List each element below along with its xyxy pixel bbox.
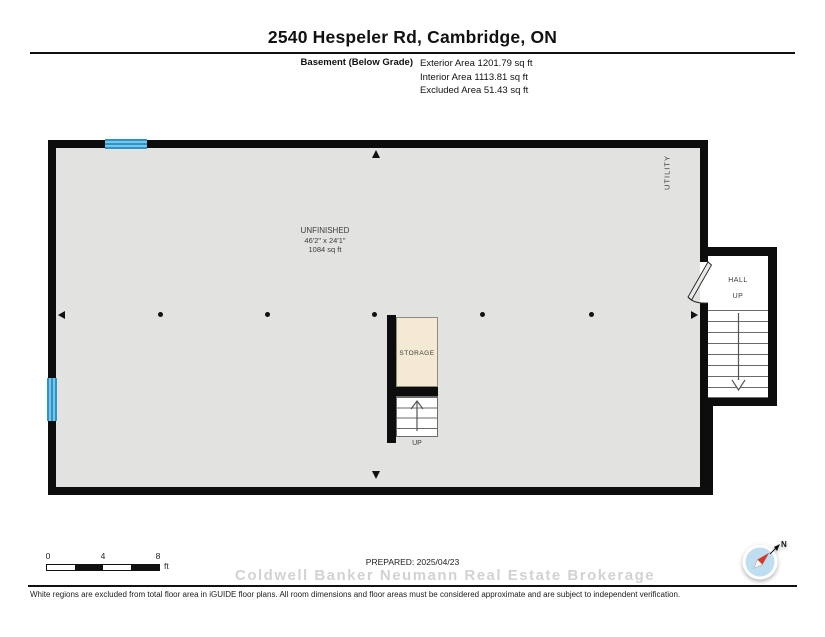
hall-wall-right	[768, 247, 777, 406]
utility-label: UTILITY	[662, 155, 672, 190]
hall-up-label: UP	[732, 293, 744, 300]
interior-area: Interior Area 1113.81 sq ft	[420, 71, 528, 83]
wall-right-lower	[700, 398, 713, 487]
hall-stairs-down-arrow-icon	[708, 310, 768, 398]
window-top-icon	[105, 139, 147, 149]
marker-arrow-top-icon	[372, 150, 380, 158]
wall-right-upper	[700, 140, 708, 262]
beam-arrow-left-icon	[58, 311, 65, 319]
hall-room	[708, 256, 768, 310]
room-dimensions: 46'2" x 24'1"	[304, 235, 346, 245]
door-swing-icon	[676, 256, 716, 308]
wall-right-mid	[700, 303, 708, 398]
hall-wall-bottom	[713, 398, 777, 406]
hall-wall-top	[700, 247, 777, 256]
support-post-dot	[480, 312, 485, 317]
prepared-date: PREPARED: 2025/04/23	[365, 557, 460, 567]
footer-divider	[28, 585, 797, 587]
footer-disclaimer: White regions are excluded from total floor area in iGUIDE floor plans. All room dimensions and floor areas must be considered approximate and are subject to independent verification.	[30, 590, 681, 599]
exterior-area: Exterior Area 1201.79 sq ft	[420, 58, 533, 69]
storage-label: STORAGE	[399, 350, 435, 357]
storage-room	[396, 317, 438, 387]
storage-wall-left	[387, 315, 396, 443]
main-room-floor	[56, 148, 700, 487]
room-name: UNFINISHED	[300, 226, 350, 235]
page-title: 2540 Hespeler Rd, Cambridge, ON	[267, 27, 558, 47]
header-divider	[30, 52, 795, 54]
wall-left	[48, 140, 56, 495]
compass-north-label: N	[781, 540, 787, 549]
wall-top	[48, 140, 708, 148]
marker-arrow-bottom-icon	[372, 471, 380, 479]
storage-up-label: UP	[412, 440, 422, 447]
support-post-dot	[265, 312, 270, 317]
scale-tick-8: 8	[155, 551, 161, 561]
area-summary	[420, 57, 532, 98]
hall-label: HALL	[728, 277, 748, 284]
storage-wall-bottom	[387, 387, 438, 396]
beam-arrow-right-icon	[691, 311, 698, 319]
room-area: 1084 sq ft	[308, 245, 342, 254]
scale-tick-0: 0	[45, 551, 51, 561]
excluded-area: Excluded Area 51.43 sq ft	[420, 85, 529, 96]
support-post-dot	[589, 312, 594, 317]
watermark: Coldwell Banker Neumann Real Estate Brokerage	[235, 567, 656, 584]
scale-unit-label: ft	[164, 561, 169, 571]
wall-bottom	[48, 487, 713, 495]
scale-tick-4: 4	[100, 551, 106, 561]
support-post-dot	[372, 312, 377, 317]
support-post-dot	[158, 312, 163, 317]
storage-stairs-up-arrow-icon	[396, 396, 438, 437]
unfinished-room-label	[255, 226, 395, 255]
floor-label: Basement (Below Grade)	[300, 57, 413, 68]
window-left-icon	[47, 378, 57, 421]
